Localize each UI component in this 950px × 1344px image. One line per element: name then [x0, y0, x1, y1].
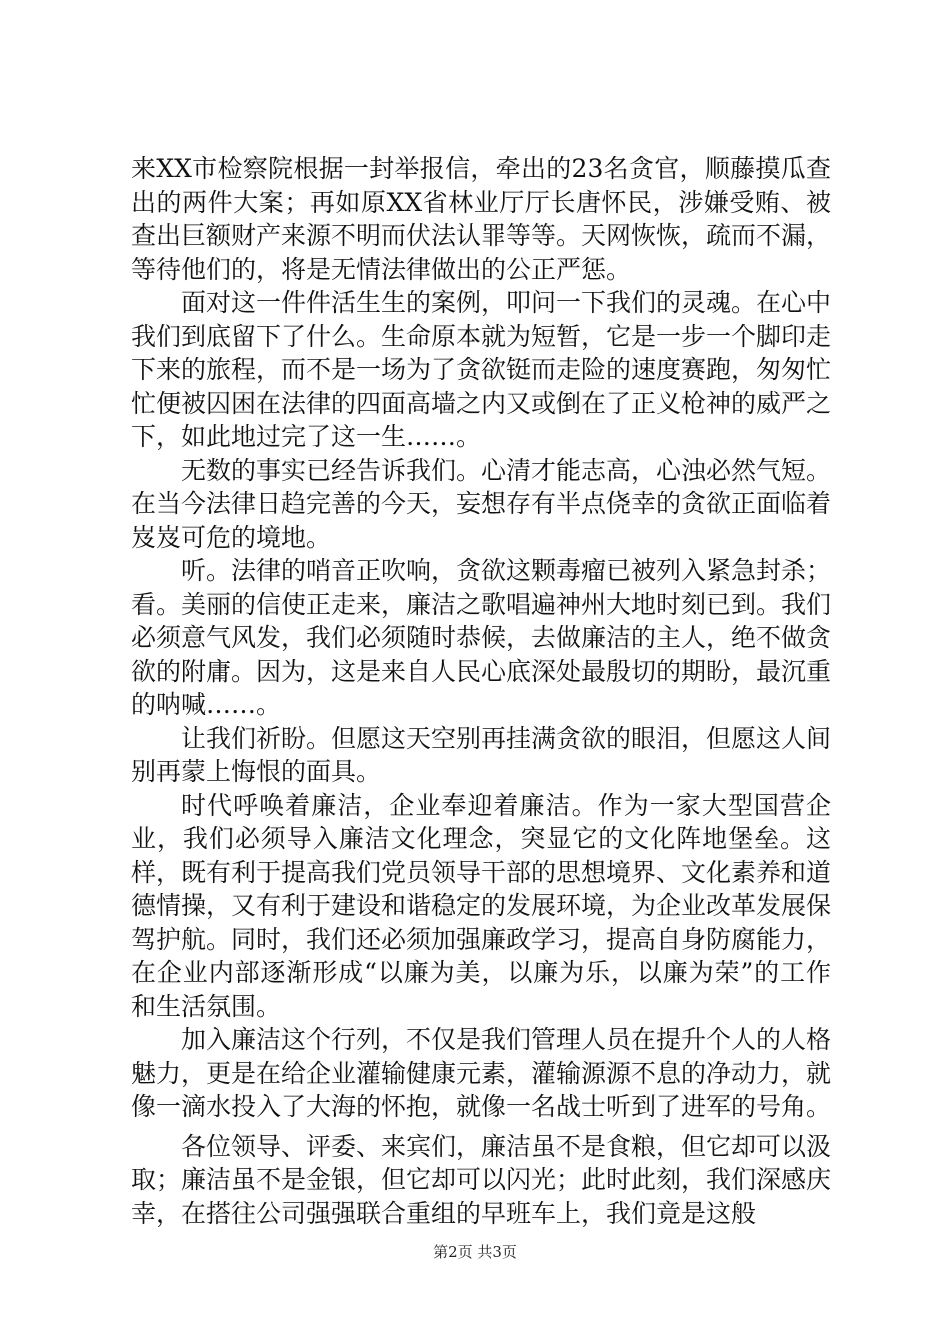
page-number-footer: 第2页 共3页 — [433, 1243, 517, 1261]
paragraph: 让我们祈盼。但愿这天空别再挂满贪欲的眼泪，但愿这人间别再蒙上悔恨的面具。 — [131, 723, 832, 786]
paragraph: 来XX市检察院根据一封举报信，牵出的23名贪官，顺藤摸瓜查出的两件大案；再如原XX省林业厅厅长唐怀民，涉嫌受贿、被查出巨额财产来源不明而伏法认罪等等。天网恢恢，疏而不漏，等待他们的，将是无情法律做出的公正严惩。 — [131, 154, 832, 284]
paragraph: 时代呼唤着廉洁，企业奉迎着廉洁。作为一家大型国营企业，我们必须导入廉洁文化理念，突显它的文化阵地堡垒。这样，既有利于提高我们党员领导干部的思想境界、文化素养和道德情操，又有利于建设和谐稳定的发展环境，为企业改革发展保驾护航。同时，我们还必须加强廉政学习，提高自身防腐能力，在企业内部逐渐形成“以廉为美，以廉为乐，以廉为荣”的工作和生活氛围。 — [131, 790, 832, 1021]
paragraph: 各位领导、评委、来宾们，廉洁虽不是食粮，但它却可以汲取；廉洁虽不是金银，但它却可以闪光；此时此刻，我们深感庆幸，在搭往公司强强联合重组的早班车上，我们竟是这般 — [131, 1131, 832, 1228]
paragraph: 听。法律的哨音正吹响，贪欲这颗毒瘤已被列入紧急封杀；看。美丽的信使正走来，廉洁之歌唱遍神州大地时刻已到。我们必须意气风发，我们必须随时恭候，去做廉洁的主人，绝不做贪欲的附庸。因为，这是来自人民心底深处最殷切的期盼，最沉重的呐喊……。 — [131, 556, 832, 719]
paragraph: 加入廉洁这个行列，不仅是我们管理人员在提升个人的人格魅力，更是在给企业灌输健康元素，灌输源源不息的净动力，就像一滴水投入了大海的怀抱，就像一名战士听到了进军的号角。 — [131, 1025, 832, 1121]
paragraph: 面对这一件件活生生的案例，叩问一下我们的灵魂。在心中我们到底留下了什么。生命原本就为短暂，它是一步一个脚印走下来的旅程，而不是一场为了贪欲铤而走险的速度赛跑，匆匆忙忙便被囚困在法律的四面高墙之内又或倒在了正义枪神的威严之下，如此地过完了这一生……。 — [131, 288, 832, 451]
document-body — [131, 152, 831, 1230]
paragraph: 无数的事实已经告诉我们。心清才能志高，心浊必然气短。在当今法律日趋完善的今天，妄想存有半点侥幸的贪欲正面临着岌岌可危的境地。 — [131, 455, 832, 552]
